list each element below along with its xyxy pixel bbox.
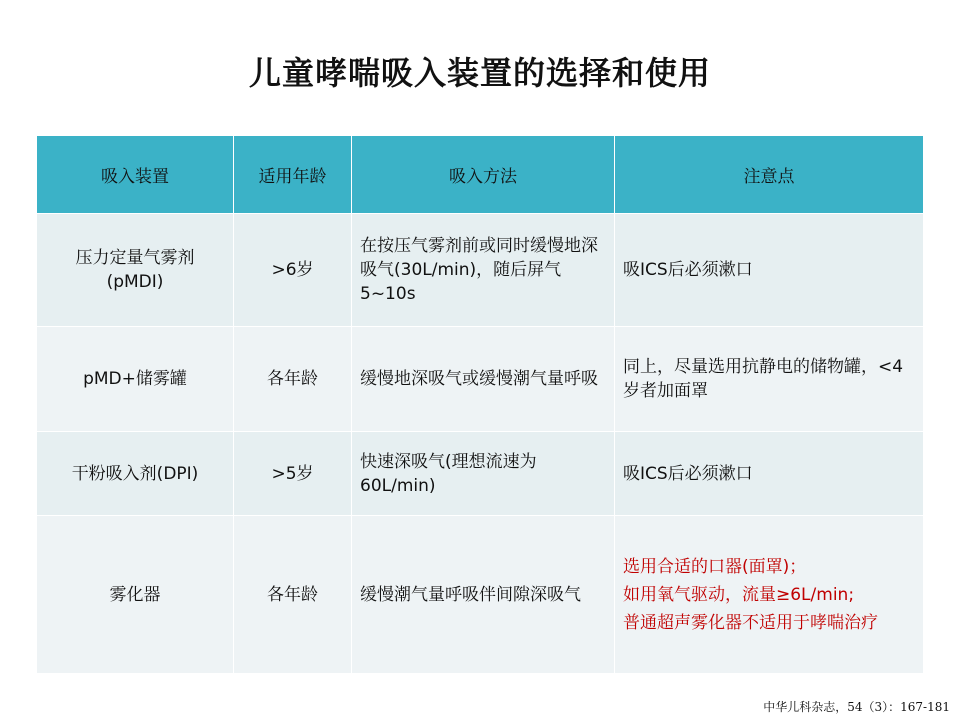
note-line: 如用氧气驱动，流量≥6L/min; (623, 584, 855, 605)
device-cell (37, 214, 234, 327)
header-method: 吸入方法 (352, 136, 615, 214)
notes-cell: 吸ICS后必须漱口 (615, 432, 924, 516)
citation-source: 中华儿科杂志，54（3）：167-181 (763, 700, 950, 714)
table-row (37, 214, 924, 327)
table-row (37, 432, 924, 516)
notes-cell: 同上，尽量选用抗静电的储物罐，<4岁者加面罩 (615, 327, 924, 432)
header-age: 适用年龄 (234, 136, 352, 214)
age-cell: >5岁 (234, 432, 352, 516)
age-cell: 各年龄 (234, 516, 352, 674)
page-title: 儿童哮喘吸入装置的选择和使用 (248, 54, 711, 92)
table-header-row (37, 136, 924, 214)
device-name: 压力定量气雾剂 (pMDI) (75, 248, 195, 292)
note-line: 普通超声雾化器不适用于哮喘治疗 (623, 612, 878, 633)
table-row (37, 516, 924, 674)
notes-cell: 吸ICS后必须漱口 (615, 214, 924, 327)
age-cell: >6岁 (234, 214, 352, 327)
table-row (37, 327, 924, 432)
method-cell: 快速深吸气(理想流速为60L/min) (352, 432, 615, 516)
inhaler-table (36, 135, 924, 674)
header-notes: 注意点 (615, 136, 924, 214)
method-cell: 缓慢潮气量呼吸伴间隙深吸气 (352, 516, 615, 674)
device-cell: 雾化器 (37, 516, 234, 674)
header-device: 吸入装置 (37, 136, 234, 214)
device-cell: pMD+储雾罐 (37, 327, 234, 432)
device-cell: 干粉吸入剂(DPI) (37, 432, 234, 516)
note-line: 选用合适的口器(面罩)； (623, 556, 807, 577)
method-cell: 缓慢地深吸气或缓慢潮气量呼吸 (352, 327, 615, 432)
age-cell: 各年龄 (234, 327, 352, 432)
notes-cell (615, 516, 924, 674)
method-cell: 在按压气雾剂前或同时缓慢地深吸气(30L/min)，随后屏气5~10s (352, 214, 615, 327)
